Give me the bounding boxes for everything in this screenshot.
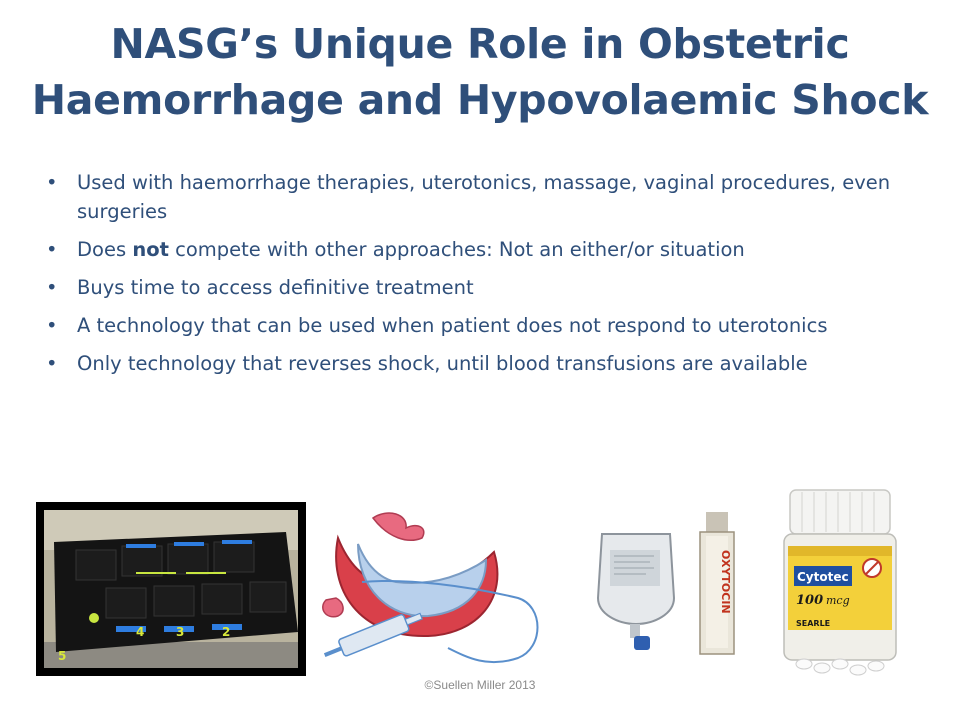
title-line-1: NASG’s Unique Role in Obstetric — [110, 20, 850, 68]
cytotec-unit: mcg — [826, 594, 850, 607]
nasg-garment-photo — [36, 502, 306, 676]
nasg-number-5: 5 — [58, 649, 67, 663]
uterus-balloon-illustration — [318, 508, 548, 678]
nasg-number-4: 4 — [136, 625, 145, 639]
bullet-2-post: compete with other approaches: Not an either/or situation — [168, 238, 745, 261]
bullet-item-3: • Buys time to access definitive treatment — [46, 273, 926, 302]
nasg-number-2: 2 — [222, 625, 231, 639]
oxytocin-label: OXYTOCIN — [719, 550, 732, 614]
title-line-2: Haemorrhage and Hypovolaemic Shock — [31, 76, 929, 124]
bullet-list — [46, 168, 926, 387]
bullet-item-4: • A technology that can be used when patient does not respond to uterotonics — [46, 311, 926, 340]
bullet-2-pre: Does — [77, 238, 133, 261]
cytotec-brand: Cytotec — [797, 570, 849, 584]
cytotec-bottle-image — [780, 486, 910, 680]
bullet-2-bold: not — [132, 238, 169, 261]
iv-bag-image — [594, 528, 678, 654]
bullet-item-5: • Only technology that reverses shock, until blood transfusions are available — [46, 349, 926, 378]
slide-title — [20, 16, 940, 128]
oxytocin-ampoule-image — [688, 512, 748, 656]
nasg-number-3: 3 — [176, 625, 185, 639]
copyright-footer: ©Suellen Miller 2013 — [424, 678, 536, 692]
bullet-item-1: • Used with haemorrhage therapies, uterotonics, massage, vaginal procedures, even surgeries — [46, 168, 926, 226]
bullet-item-2 — [46, 235, 926, 264]
searle-label: SEARLE — [796, 619, 831, 628]
cytotec-dose: 100 — [796, 593, 824, 608]
